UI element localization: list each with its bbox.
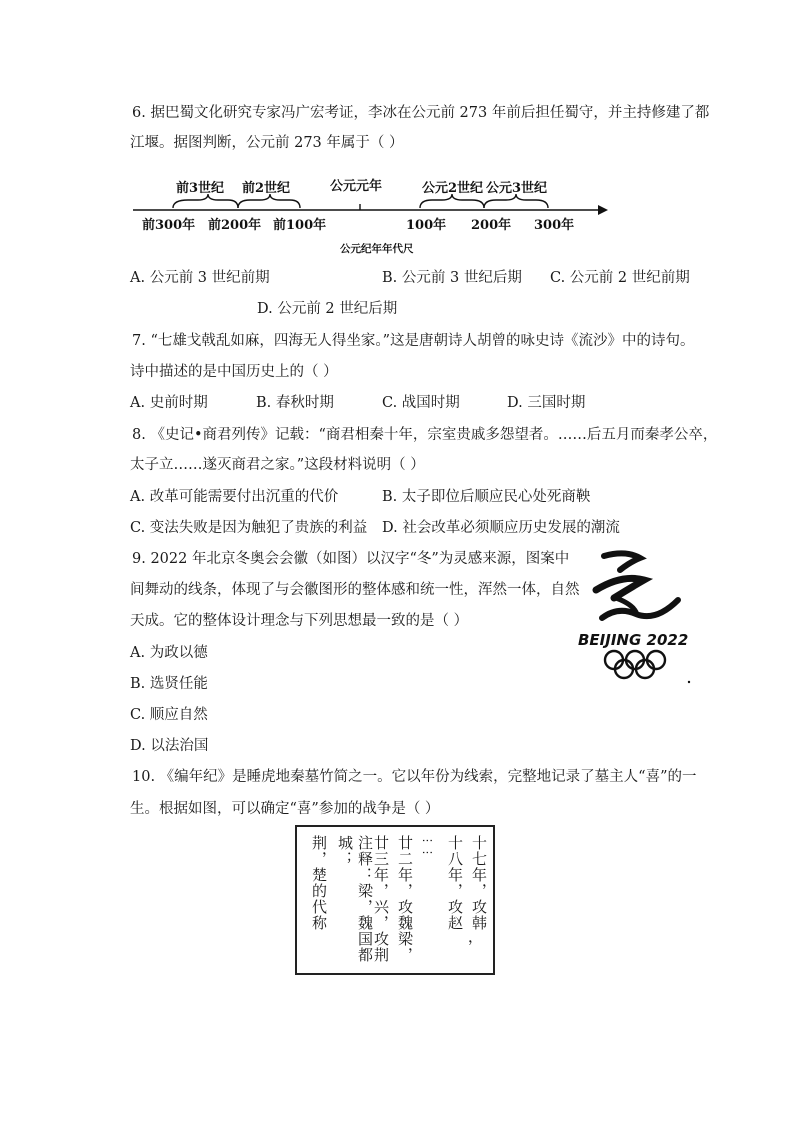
tick-label-ad200: 200年	[471, 218, 512, 233]
q6-option-a[interactable]: A. 公元前 3 世纪前期	[130, 270, 270, 286]
slip-text-col-1: 十七年，攻韩	[470, 835, 488, 931]
q8-option-b[interactable]: B. 太子即位后顺应民心处死商鞅	[382, 489, 591, 505]
tick-label-ad300: 300年	[534, 218, 575, 233]
q7-option-a[interactable]: A. 史前时期	[130, 395, 208, 411]
q6-option-c[interactable]: C. 公元前 2 世纪前期	[550, 270, 690, 286]
slip-note-col-2: 荆，楚的代称	[310, 835, 328, 931]
q9-option-c[interactable]: C. 顺应自然	[130, 707, 208, 723]
bracket-label-bc2: 前2世纪	[242, 181, 291, 196]
bamboo-slip-figure	[295, 825, 495, 975]
bracket-label-ad2: 公元2世纪	[422, 181, 484, 196]
q7-option-b[interactable]: B. 春秋时期	[256, 395, 334, 411]
emblem-text: BEIJING 2022	[578, 631, 689, 649]
q8-option-c[interactable]: C. 变法失败是因为触犯了贵族的利益	[130, 520, 368, 536]
q7-stem-line2: 诗中描述的是中国历史上的（ ）	[130, 364, 338, 380]
slip-text-col-4: 廿三年，兴，攻荆	[372, 835, 390, 963]
q8-option-a[interactable]: A. 改革可能需要付出沉重的代价	[130, 489, 339, 505]
q6-stem-line1: 6. 据巴蜀文化研究专家冯广宏考证，李冰在公元前 273 年前后担任蜀守，并主持修建了都	[132, 105, 710, 121]
tick-label-bc100: 前100年	[273, 218, 327, 233]
q6-option-d[interactable]: D. 公元前 2 世纪后期	[257, 301, 398, 317]
slip-note-col-1: 注释：梁，魏国都城；	[336, 835, 374, 963]
center-label-year-zero: 公元元年	[330, 179, 383, 194]
q7-stem-line1: 7. “七雄戈戟乱如麻，四海无人得坐家。”这是唐朝诗人胡曾的咏史诗《流沙》中的诗句。	[132, 333, 695, 349]
bracket-label-bc3: 前3世纪	[176, 181, 225, 196]
q9-option-b[interactable]: B. 选贤任能	[130, 676, 208, 692]
q7-option-c[interactable]: C. 战国时期	[382, 395, 460, 411]
q6-stem-line2: 江堰。据图判断，公元前 273 年属于（ ）	[130, 135, 404, 151]
era-timeline-figure	[128, 170, 608, 265]
q6-option-b[interactable]: B. 公元前 3 世纪后期	[382, 270, 522, 286]
slip-text-mark: ，	[456, 939, 474, 955]
tick-label-bc200: 前200年	[208, 218, 262, 233]
q10-stem-line2: 生。根据如图，可以确定“喜”参加的战争是（ ）	[130, 801, 440, 817]
slip-text-col-2: 十八年，攻赵	[446, 835, 464, 931]
slip-ellipsis: ⋮⋮	[421, 835, 434, 859]
tick-label-bc300: 前300年	[142, 218, 196, 233]
q9-stem-line1: 9. 2022 年北京冬奥会会徽（如图）以汉字“冬”为灵感来源，图案中	[132, 551, 570, 567]
beijing-2022-emblem	[574, 548, 696, 688]
q10-stem-line1: 10. 《编年纪》是睡虎地秦墓竹简之一。它以年份为线索，完整地记录了墓主人“喜”的一	[132, 769, 697, 785]
tick-label-ad100: 100年	[406, 218, 447, 233]
q9-stem-line2: 间舞动的线条，体现了与会徽图形的整体感和统一性，浑然一体，自然	[130, 582, 580, 598]
slip-text-col-3: 廿二年，攻魏梁，	[396, 835, 414, 963]
q9-stem-line3: 天成。它的整体设计理念与下列思想最一致的是（ ）	[130, 613, 469, 629]
timeline-caption: 公元纪年年代尺	[340, 243, 414, 255]
bracket-label-ad3: 公元3世纪	[486, 181, 548, 196]
q8-stem-line1: 8. 《史记•商君列传》记载：“商君相秦十年，宗室贵戚多怨望者。……后五月而秦孝公卒，	[132, 427, 718, 443]
q7-option-d[interactable]: D. 三国时期	[507, 395, 586, 411]
q8-option-d[interactable]: D. 社会改革必须顺应历史发展的潮流	[382, 520, 620, 536]
q8-stem-line2: 太子立……遂灭商君之家。”这段材料说明（ ）	[130, 457, 425, 473]
q9-option-d[interactable]: D. 以法治国	[130, 738, 209, 754]
q9-option-a[interactable]: A. 为政以德	[130, 645, 208, 661]
